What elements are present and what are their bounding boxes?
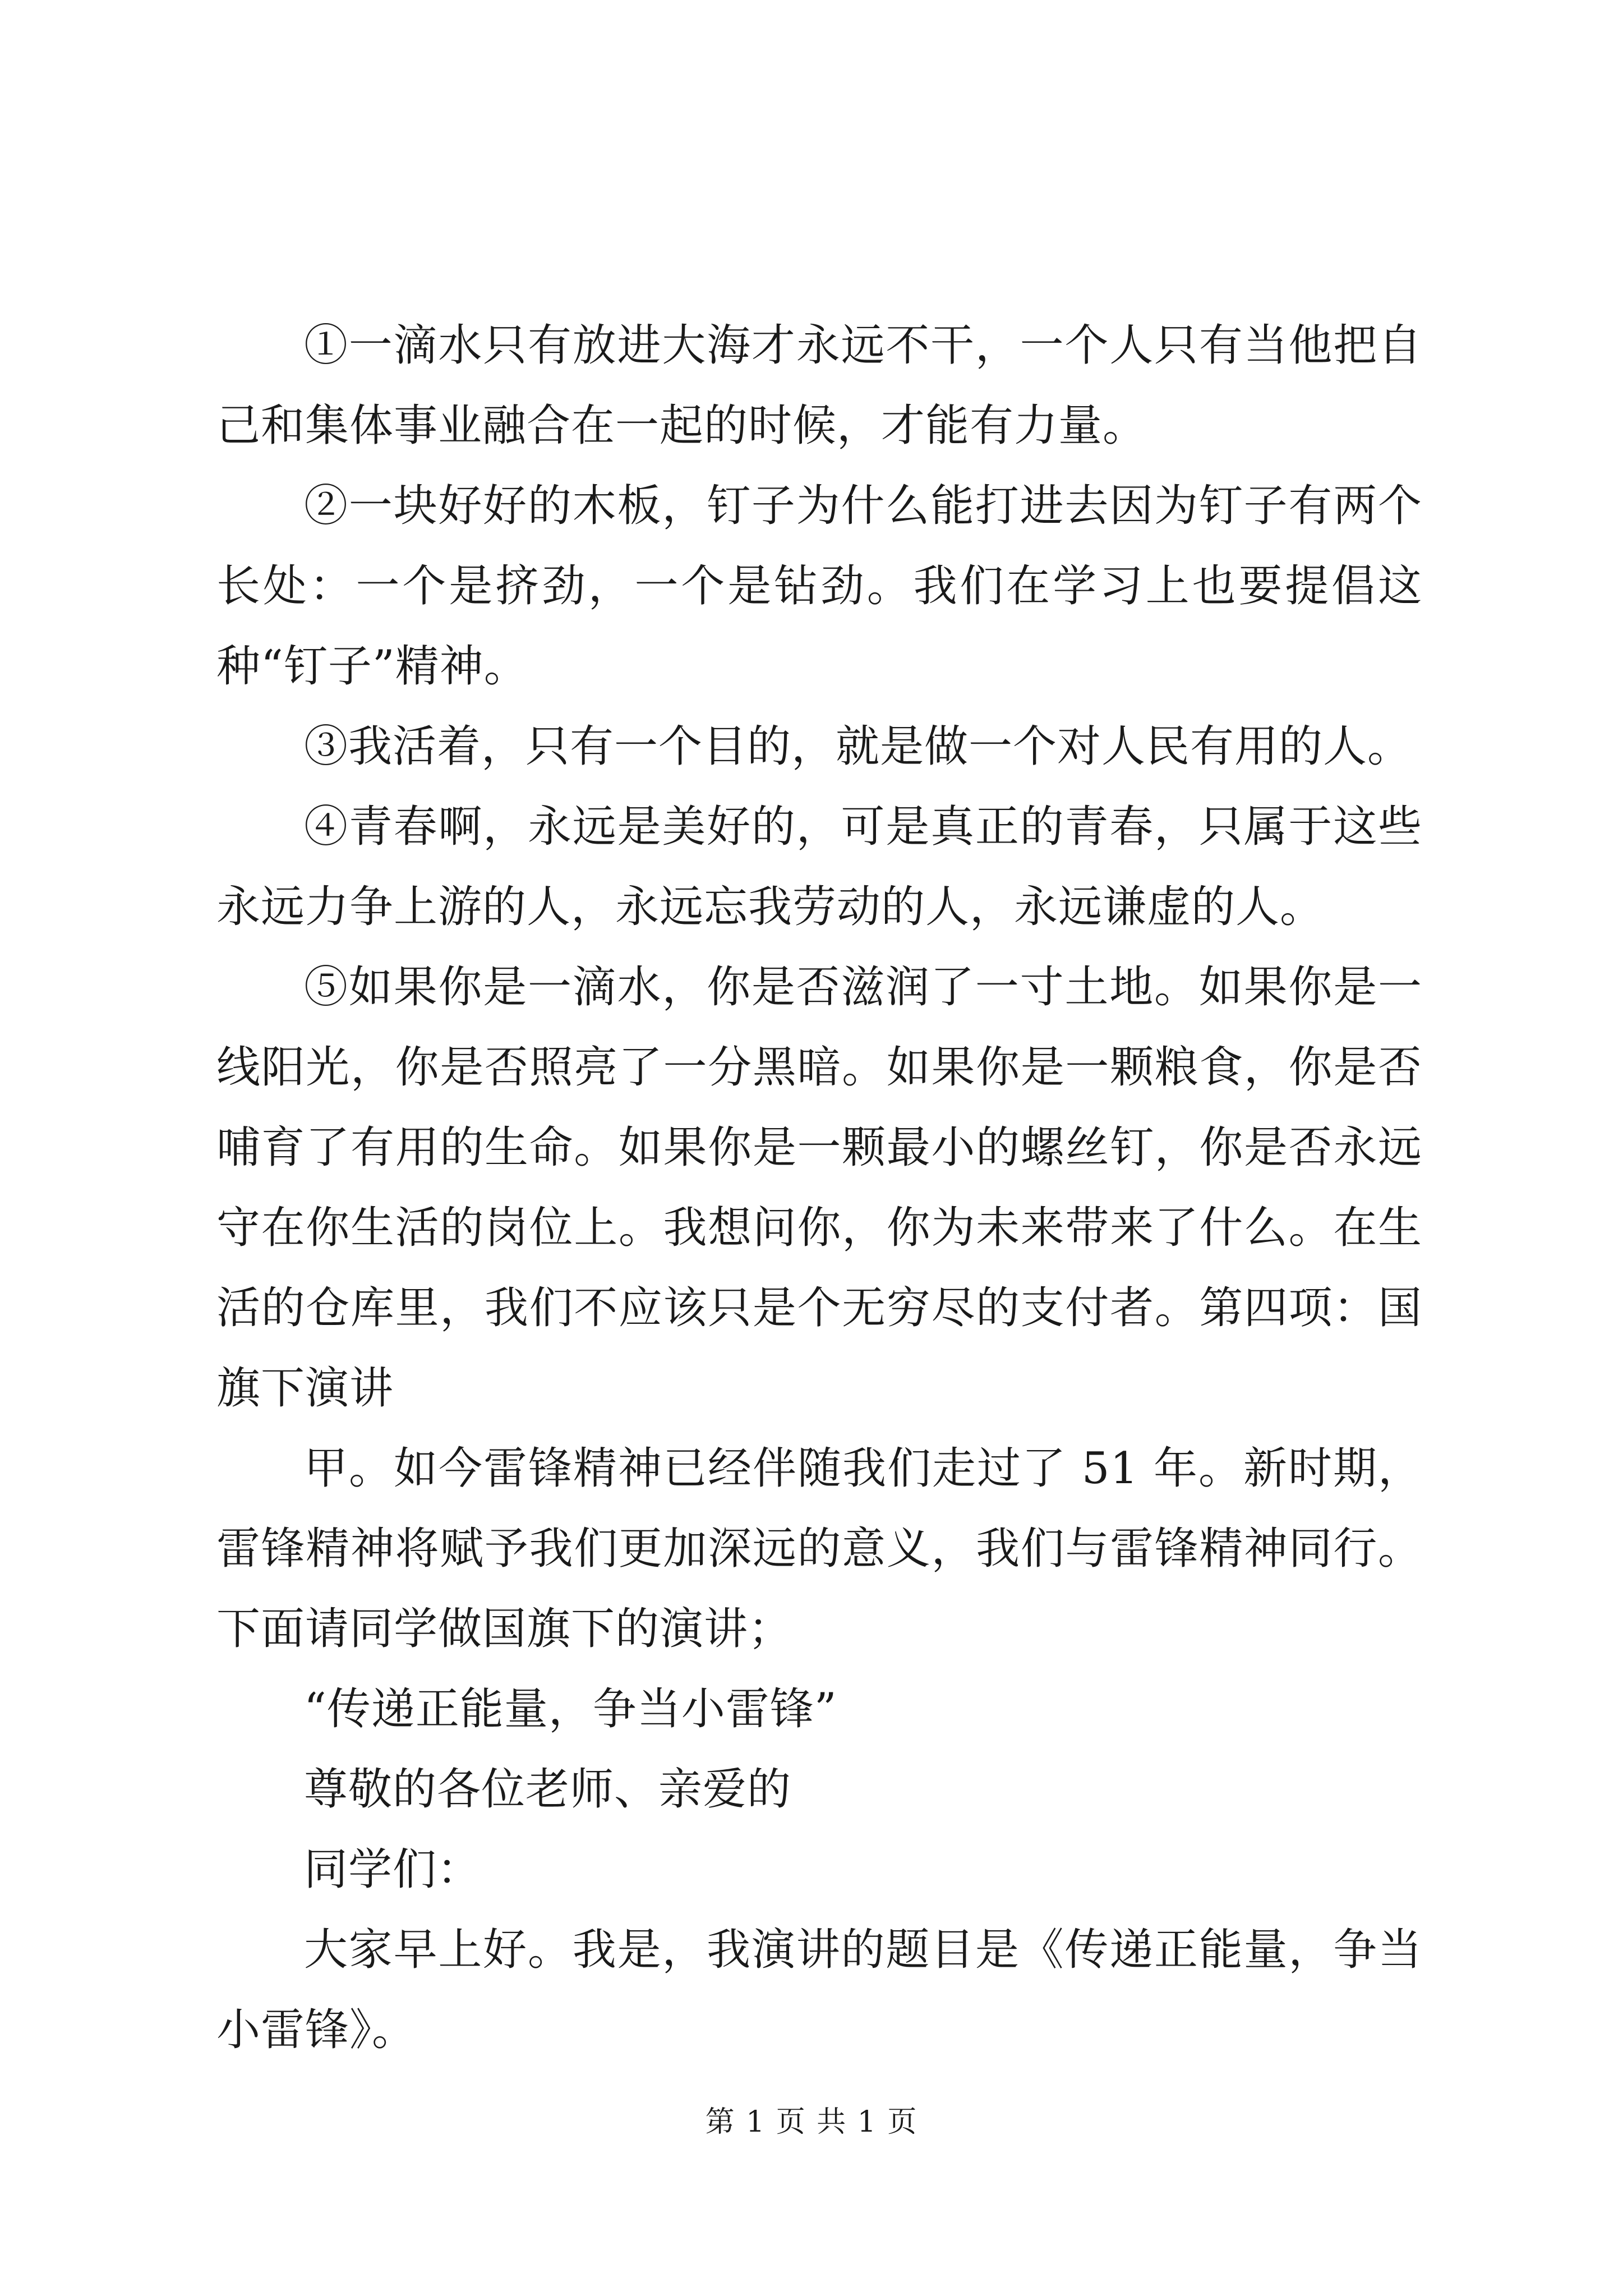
paragraph-quote-3: ③我活着，只有一个目的，就是做一个对人民有用的人。 <box>304 721 1412 772</box>
paragraph-quote-5: ⑤如果你是一滴水，你是否滋润了一寸土地。如果你是一线阳光，你是否照亮了一分黑暗。如果你是一颗粮食，你是否哺育了有用的生命。如果你是一颗最小的螺丝钉，你是否永远守在你生活的岗位上。我想问你，你为未来带来了什么。在生活的仓库里，我们不应该只是个无穷尽的支付者。第四项：国旗下演讲 <box>216 962 1422 1414</box>
paragraph-host-intro: 甲。如今雷锋精神已经伴随我们走过了 51 年。新时期，雷锋精神将赋予我们更加深远的意义，我们与雷锋精神同行。下面请同学做国旗下的演讲； <box>216 1443 1422 1654</box>
document-body <box>216 306 1422 2070</box>
paragraph-quote-2: ②一块好好的木板，钉子为什么能打进去因为钉子有两个长处：一个是挤劲，一个是钻劲。我们在学习上也要提倡这种“钉子”精神。 <box>216 481 1422 692</box>
page-footer: 第 1 页 共 1 页 <box>705 2105 918 2139</box>
paragraph-quote-4: ④青春啊，永远是美好的，可是真正的青春，只属于这些永远力争上游的人，永远忘我劳动的人，永远谦虚的人。 <box>216 802 1422 932</box>
salutation-line-1: 尊敬的各位老师、亲爱的 <box>304 1764 792 1815</box>
speech-title: “传递正能量，争当小雷锋” <box>304 1684 837 1734</box>
paragraph-quote-1: ①一滴水只有放进大海才永远不干，一个人只有当他把自己和集体事业融合在一起的时候，才能有力量。 <box>216 320 1422 451</box>
speech-opening: 大家早上好。我是，我演讲的题目是《传递正能量，争当小雷锋》。 <box>216 1925 1422 2055</box>
salutation-line-2: 同学们： <box>304 1844 482 1895</box>
